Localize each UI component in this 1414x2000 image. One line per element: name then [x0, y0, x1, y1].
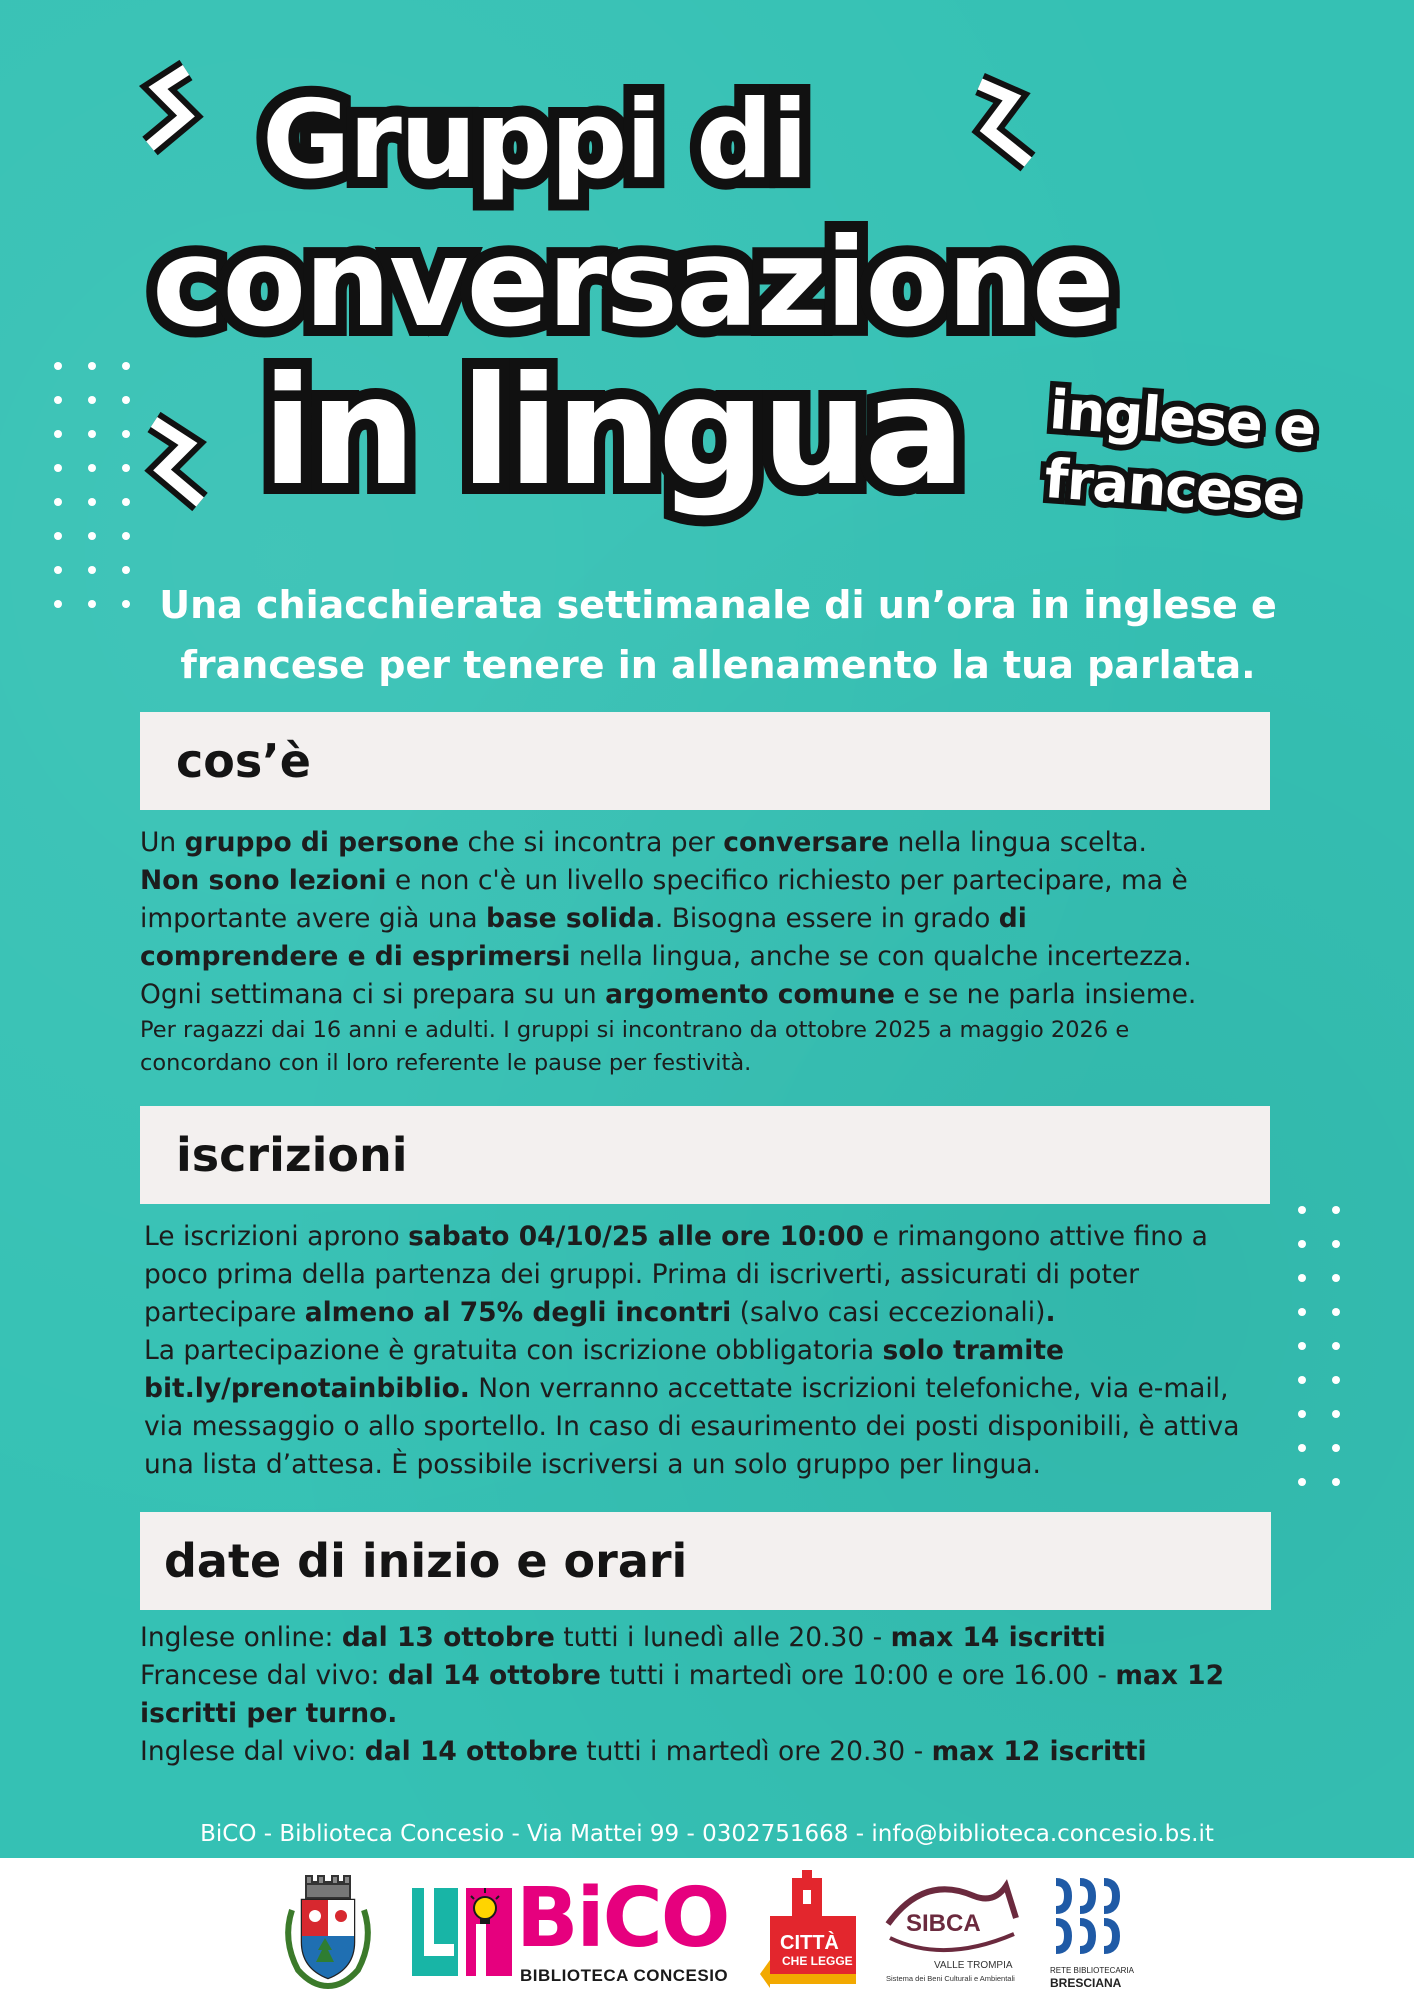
paragraph-line: poco prima della partenza dei gruppi. Prima di iscriverti, assicurati di poter: [144, 1259, 1140, 1290]
decorative-dot: [122, 532, 130, 540]
bico-logo: [410, 1871, 740, 1988]
tagline-line-2: francese per tenere in allenamento la tua parlata.: [180, 643, 1256, 687]
decorative-dot: [1332, 1376, 1340, 1384]
decorative-dot: [122, 464, 130, 472]
citta-label-2: CHE LEGGE: [782, 1954, 853, 1968]
decorative-dot: [1298, 1444, 1306, 1452]
decorative-dot: [1332, 1240, 1340, 1248]
sibca-wordmark: SIBCA: [906, 1910, 981, 1937]
decorative-dot: [1298, 1410, 1306, 1418]
decorative-dot: [54, 362, 62, 370]
decorative-dot: [54, 600, 62, 608]
decorative-dot: [122, 362, 130, 370]
decorative-dot: [88, 362, 96, 370]
bico-book-icon: [410, 1884, 514, 1980]
decorative-dot: [88, 498, 96, 506]
zigzag-decoration-top-left: [128, 58, 208, 158]
decorative-dot: [1298, 1342, 1306, 1350]
citta-che-legge-logo: [752, 1870, 864, 1990]
section-body-iscrizioni: [144, 1218, 1284, 1484]
rete-label-1: RETE BIBLIOTECARIA: [1050, 1966, 1135, 1975]
small-note-line: concordano con il loro referente le pause per festività.: [140, 1050, 752, 1076]
title-line-1: Gruppi di: [262, 78, 807, 203]
section-heading-date: date di inizio e orari: [140, 1512, 1271, 1610]
decorative-dot: [1332, 1342, 1340, 1350]
tagline: [138, 575, 1298, 695]
decorative-dot: [1298, 1376, 1306, 1384]
rete-bibliotecaria-bresciana-logo: [1050, 1876, 1134, 1992]
paragraph-line: Non sono lezioni e non c'è un livello specifico richiesto per partecipare, ma è: [140, 865, 1188, 896]
title-line-2: conversazione: [152, 212, 1113, 354]
decorative-dot: [54, 396, 62, 404]
decorative-dot: [1332, 1206, 1340, 1214]
decorative-dot: [122, 498, 130, 506]
rete-waves-icon: [1050, 1876, 1134, 1962]
decorative-dot: [1298, 1308, 1306, 1316]
decorative-dot: [88, 566, 96, 574]
decorative-dot: [54, 498, 62, 506]
decorative-dot: [54, 532, 62, 540]
section-body-date: [140, 1619, 1280, 1771]
decorative-dot: [54, 566, 62, 574]
languages-line-2: francese: [1042, 447, 1301, 528]
small-note-line: Per ragazzi dai 16 anni e adulti. I gruppi si incontrano da ottobre 2025 a maggio 2026 e: [140, 1017, 1130, 1043]
logo-band: [0, 1858, 1414, 2000]
decorative-dot: [54, 464, 62, 472]
section-heading-cose: cos’è: [140, 712, 1270, 810]
dot-grid-right: [1296, 1204, 1376, 1534]
sibca-subtitle-1: VALLE TROMPIA: [934, 1960, 1013, 1971]
footer-address: BiCO - Biblioteca Concesio - Via Mattei 99 - 0302751668 - info@biblioteca.concesio.bs.it: [200, 1821, 1214, 1847]
decorative-dot: [1332, 1410, 1340, 1418]
paragraph-line: bit.ly/prenotainbiblio. Non verranno accettate iscrizioni telefoniche, via e-mail,: [144, 1373, 1229, 1404]
registration-link[interactable]: bit.ly/prenotainbiblio.: [144, 1373, 470, 1404]
decorative-dot: [88, 430, 96, 438]
sibca-logo: [884, 1878, 1024, 1990]
schedule-line: Francese dal vivo: dal 14 ottobre tutti i martedì ore 10:00 e ore 16.00 - max 12: [140, 1660, 1225, 1691]
schedule-line: iscritti per turno.: [140, 1698, 398, 1729]
tagline-line-1: Una chiacchierata settimanale di un’ora in inglese e: [159, 583, 1277, 627]
decorative-dot: [1332, 1444, 1340, 1452]
decorative-dot: [1298, 1206, 1306, 1214]
section-body-cose: [140, 824, 1280, 1080]
concesio-coat-of-arms-logo: [276, 1870, 380, 1990]
paragraph-line: Le iscrizioni aprono sabato 04/10/25 alle ore 10:00 e rimangono attive fino a: [144, 1221, 1208, 1252]
section-heading-iscrizioni: iscrizioni: [140, 1106, 1270, 1204]
decorative-dot: [122, 396, 130, 404]
paragraph-line: Un gruppo di persone che si incontra per conversare nella lingua scelta.: [140, 827, 1147, 858]
paragraph-line: una lista d’attesa. È possibile iscriversi a un solo gruppo per lingua.: [144, 1449, 1041, 1480]
schedule-line: Inglese dal vivo: dal 14 ottobre tutti i martedì ore 20.30 - max 12 iscritti: [140, 1736, 1147, 1767]
decorative-dot: [1332, 1478, 1340, 1486]
paragraph-line: Ogni settimana ci si prepara su un argomento comune e se ne parla insieme.: [140, 979, 1197, 1010]
decorative-dot: [88, 600, 96, 608]
schedule-line: Inglese online: dal 13 ottobre tutti i lunedì alle 20.30 - max 14 iscritti: [140, 1622, 1106, 1653]
decorative-dot: [1298, 1240, 1306, 1248]
rete-label-2: BRESCIANA: [1050, 1976, 1122, 1990]
sibca-subtitle-2: Sistema dei Beni Culturali e Ambientali: [886, 1974, 1015, 1983]
decorative-dot: [1298, 1274, 1306, 1282]
bico-subtitle: BIBLIOTECA CONCESIO: [520, 1966, 729, 1985]
decorative-dot: [122, 600, 130, 608]
languages-line-1: inglese e: [1047, 378, 1318, 460]
paragraph-line: importante avere già una base solida. Bisogna essere in grado di: [140, 903, 1027, 934]
decorative-dot: [88, 532, 96, 540]
paragraph-line: partecipare almeno al 75% degli incontri (salvo casi eccezionali).: [144, 1297, 1056, 1328]
paragraph-line: La partecipazione è gratuita con iscrizione obbligatoria solo tramite: [144, 1335, 1064, 1366]
decorative-dot: [88, 396, 96, 404]
decorative-dot: [122, 566, 130, 574]
decorative-dot: [1298, 1478, 1306, 1486]
decorative-dot: [1332, 1308, 1340, 1316]
decorative-dot: [122, 430, 130, 438]
citta-tower-icon: [752, 1870, 864, 1990]
decorative-dot: [1332, 1274, 1340, 1282]
paragraph-line: via messaggio o allo sportello. In caso di esaurimento dei posti disponibili, è attiva: [144, 1411, 1240, 1442]
paragraph-line: comprendere e di esprimersi nella lingua, anche se con qualche incertezza.: [140, 941, 1192, 972]
decorative-dot: [54, 430, 62, 438]
zigzag-decoration-left: [140, 408, 230, 518]
bico-wordmark: BiCO: [516, 1871, 729, 1966]
citta-label-1: CITTÀ: [780, 1932, 839, 1954]
decorative-dot: [88, 464, 96, 472]
title-line-3: in lingua: [262, 345, 962, 519]
